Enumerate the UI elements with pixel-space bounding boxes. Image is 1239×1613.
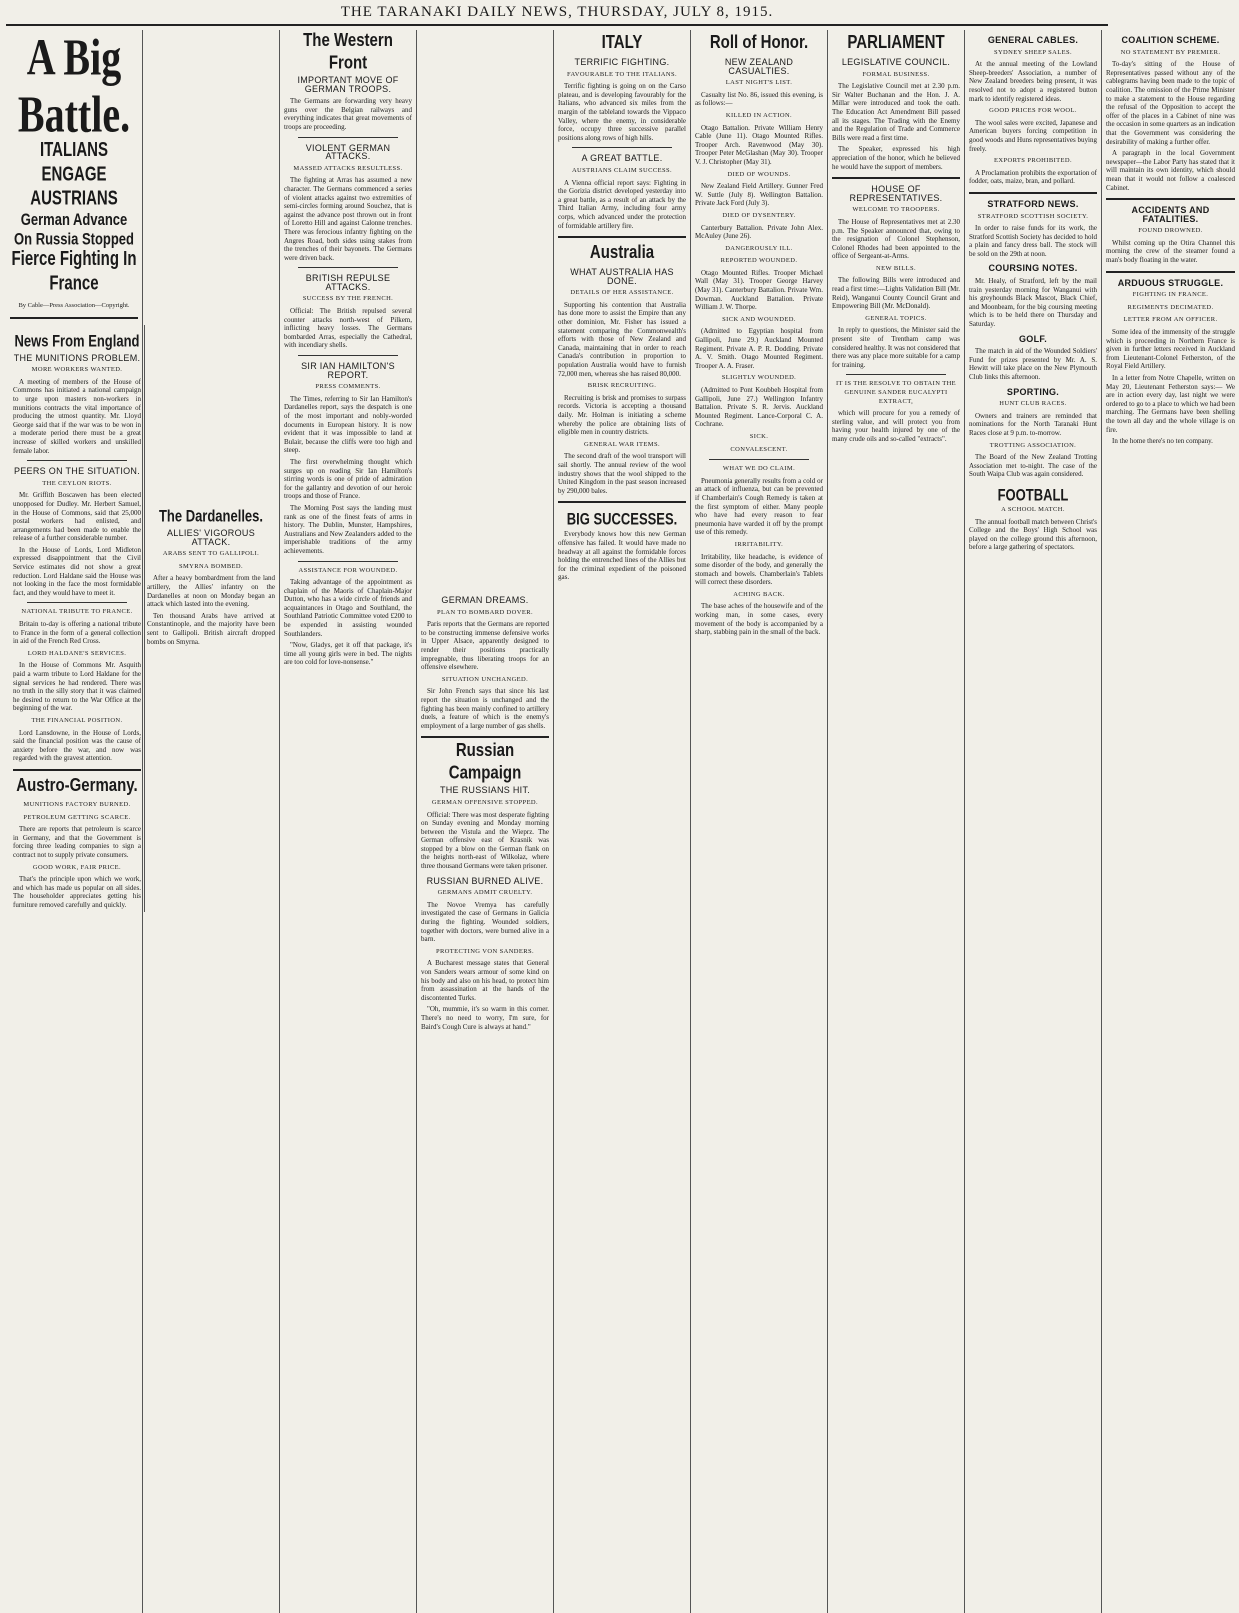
article-text: The Germans are forwarding very heavy guns over the Belgian railways and everything indicates that great movements of troops are proceeding. bbox=[284, 97, 412, 131]
subhead-good-work: GOOD WORK, FAIR PRICE. bbox=[32, 863, 122, 871]
article-text: Lord Lansdowne, in the House of Lords, said the financial position was the cause of anxiety before the war, and now was regarded with the gravest attention. bbox=[13, 728, 141, 763]
subhead-petroleum: PETROLEUM GETTING SCARCE. bbox=[23, 813, 131, 821]
article-text: Official: The British repulsed several counter attacks north-west of Pilkem, inflicting heavy losses. The Germans bombarded Arras, especially the Cathedral, with incendiary shells. bbox=[284, 307, 412, 350]
headline-roll-of-honor: Roll of Honor. bbox=[709, 31, 809, 53]
subhead-allies-attack: ALLIES' VIGOROUS ATTACK. bbox=[166, 528, 256, 547]
article-text: In the home there's no ten company. bbox=[1112, 437, 1213, 446]
article-text: A paragraph in the local Government newspaper—the Labor Party has stated that it will maintain its own identity, which should mean that it would not follow a coalesced Cabinet. bbox=[1106, 149, 1235, 192]
article-text: The match in aid of the Wounded Soldiers' Fund for prizes presented by Mr. A. S. Hewitt will take place on the New Plymouth Club links this afternoon. bbox=[969, 347, 1097, 381]
subhead-general-war: GENERAL WAR ITEMS. bbox=[584, 440, 660, 448]
subhead-situation: SITUATION UNCHANGED. bbox=[441, 675, 529, 683]
subhead-what-we-claim: WHAT WE DO CLAIM. bbox=[722, 465, 796, 473]
subhead-assistance: ASSISTANCE FOR WOUNDED. bbox=[298, 566, 398, 574]
article-text: A Bucharest message states that General von Sanders wears armour of some kind on his body and also on his head, to protect him from assassination at the hands of the discontented Turks. bbox=[421, 959, 549, 1002]
headline-coalition: COALITION SCHEME. bbox=[1121, 35, 1220, 45]
article-text: The first overwhelming thought which surges up on reading Sir Ian Hamilton's stirring words is one of pride of admiration for the gallantry and devotion of our heroic troops and those of France. bbox=[284, 457, 412, 501]
subhead-nz-casualties: NEW ZEALAND CASUALTIES. bbox=[724, 57, 794, 76]
article-text: Mr. Griffith Boscawen has been elected unopposed for Dudley. Mr. Herbert Samuel, in the House of Commons, said that 25,000 postal workers had enlisted, and arrangements had been made to enable the release of a further considerable number. bbox=[13, 491, 141, 543]
subhead-died-wounds: DIED OF WOUNDS. bbox=[727, 170, 791, 178]
article-text: The House of Representatives met at 2.30 p.m. The Speaker announced that, owing to the resignation of Colonel Stephenson, Colonel Rhodes had been appointed to the office of Sergeant-at-Arms. bbox=[832, 217, 960, 261]
article-text: In the House of Lords, Lord Midleton expressed disappointment that the Civil Service estimates did not show a great reduction. Lord Haldane said the House was not looking in the face the most formidable fact, and they would have to meet it. bbox=[13, 545, 141, 597]
subhead-factory: MUNITIONS FACTORY BURNED. bbox=[23, 800, 131, 808]
subhead-no-statement: NO STATEMENT BY PREMIER. bbox=[1120, 48, 1221, 56]
headline-sporting: SPORTING. bbox=[1006, 386, 1060, 397]
subhead-sydney-sheep: SYDNEY SHEEP SALES. bbox=[993, 48, 1073, 56]
byline: By Cable—Press Association—Copyright. bbox=[18, 302, 130, 309]
subhead-press-comments: PRESS COMMENTS. bbox=[315, 383, 381, 391]
article-text: Owners and trainers are reminded that nominations for the North Taranaki Hunt Races close at 9 p.m. to-morrow. bbox=[969, 411, 1097, 437]
article-text: "Now, Gladys, get it off that package, it's time all young girls were in bed. The nights are too cold for love-nonsense." bbox=[284, 641, 412, 667]
article-text: The wool sales were excited, Japanese and American buyers forcing competition in good woods and Huns representatives buying freely. bbox=[969, 118, 1097, 153]
subhead-what-australia: WHAT AUSTRALIA HAS DONE. bbox=[570, 267, 674, 286]
subhead-british-repulse: BRITISH REPULSE ATTACKS. bbox=[305, 273, 391, 292]
headline-big-successes: BIG SUCCESSES. bbox=[566, 509, 678, 529]
casualty-list: Otago Battalion. Private William Henry Cable (June 11). Otago Mounted Rifles. Trooper Arch. Ravenwood (May 30). Trooper Peter McGlashan (May 30). Trooper V. J. Christopher (May 31). bbox=[695, 123, 823, 166]
column-1 bbox=[6, 27, 143, 1613]
subhead-german-dreams: GERMAN DREAMS. bbox=[441, 595, 529, 605]
headline-stratford-news: STRATFORD NEWS. bbox=[987, 198, 1079, 209]
casualty-list: (Admitted to Egyptian hospital from Gallipoli, June 29.) Auckland Mounted Regiment. Private A. P. R. Dodding. Private A. V. Smith. Otago Mounted Regiment. Trooper A. A. Fraser. bbox=[695, 327, 823, 370]
article-text: That's the principle upon which we work, and which has made us popular on all sides. The householder appreciates getting his furniture removed carefully and quickly. bbox=[13, 875, 141, 909]
subhead-trotting: TROTTING ASSOCIATION. bbox=[989, 441, 1077, 449]
subhead-arabs: ARABS SENT TO GALLIPOLI. bbox=[162, 550, 260, 558]
subhead-good-prices: GOOD PRICES FOR WOOL. bbox=[989, 107, 1077, 115]
article-text: To-day's sitting of the House of Representatives passed without any of the cablegrams having been made to the topic of coalition. The omission of the Prime Minister to make a statement to the House regarding the refusal of the Opposition to accept the offer of the places in a Cabinet of nine was the occasion in some quarters as an indication that the Government was considering the desirability of making a further offer. bbox=[1106, 60, 1235, 146]
casualty-list: New Zealand Field Artillery. Gunner Fred W. Suttle (July 8). Wellington Battalion. Private Jack Ford (July 3). bbox=[695, 182, 823, 208]
article-text: Recruiting is brisk and promises to surpass records. Victoria is accepting a thousand daily. Mr. Holman is initiating a scheme whereby the police are obtaining lists of eligible men in country districts. bbox=[558, 393, 686, 437]
column-6 bbox=[691, 30, 828, 1613]
subhead-important-move: IMPORTANT MOVE OF GERMAN TROOPS. bbox=[297, 75, 399, 94]
headline-football: FOOTBALL bbox=[997, 484, 1069, 505]
masthead: THE TARANAKI DAILY NEWS, THURSDAY, JULY 8, 1915. bbox=[6, 4, 1108, 26]
article-text: The annual football match between Christ's College and the Boys' High School was played on the college ground this afternoon, before a large gathering of spectators. bbox=[969, 517, 1097, 552]
article-text: The following Bills were introduced and read a first time:—Lights Validation Bill (Mr. Reid), Wanganui County Council Grant and Empowering Bill (Mr. McDonald). bbox=[832, 276, 960, 311]
article-text: The second draft of the wool transport will sail shortly. The annual review of the wool industry shows that the wool shipped to the United Kingdom in the past season increased by 290,000 bales. bbox=[558, 452, 686, 495]
casualty-list: (Admitted to Pont Koubbeh Hospital from Gallipoli, June 27.) Wellington Infantry Battalion. Private S. R. Jervis. Auckland Mounted Regiment. Lance-Corporal C. A. Cochrane. bbox=[695, 386, 823, 429]
headline-parliament: PARLIAMENT bbox=[847, 31, 945, 53]
subhead-regiments: REGIMENTS DECIMATED. bbox=[1127, 303, 1214, 311]
article-text: A Vienna official report says: Fighting in the Gorizia district developed yesterday into a great battle, as a result of an attack by the Third Italian Army, including four army corps, which advanced under the protection of formidable artillery fire. bbox=[558, 178, 686, 230]
headline-russian-campaign: Russian Campaign bbox=[448, 739, 522, 784]
subhead-reported-wounded: REPORTED WOUNDED. bbox=[720, 257, 798, 265]
article-text: Britain to-day is offering a national tribute to France in the form of a general collection in aid of the French Red Cross. bbox=[13, 620, 141, 646]
subhead-found-drowned: FOUND DROWNED. bbox=[1138, 227, 1203, 235]
subhead-details: DETAILS OF HER ASSISTANCE. bbox=[570, 289, 674, 297]
article-text: In the House of Commons Mr. Asquith paid a warm tribute to Lord Haldane for the signal services he had rendered. There was no truth in the silly story that it was claimed he desired to return to the War Office at the beginning of the war. bbox=[13, 661, 141, 713]
subhead-violent-attacks: VIOLENT GERMAN ATTACKS. bbox=[305, 142, 391, 162]
headline-general-cables: GENERAL CABLES. bbox=[987, 35, 1079, 45]
article-text: Sir John French says that since his last report the situation is unchanged and the fighting has been mainly confined to artillery duels, a feature of which is the enemy's employment of a large number of gas shells. bbox=[421, 687, 549, 730]
subhead-sick-wounded: SICK AND WOUNDED. bbox=[722, 315, 796, 323]
column-8 bbox=[965, 30, 1102, 1613]
subhead-general-topics: GENERAL TOPICS. bbox=[865, 314, 927, 322]
subhead-aching-back: ACHING BACK. bbox=[733, 590, 785, 598]
article-text: The Board of the New Zealand Trotting Association met to-night. The case of the South Waipa Club was again considered. bbox=[969, 453, 1097, 479]
subhead-irritability: IRRITABILITY. bbox=[734, 540, 784, 548]
advert-text: which will procure for you a remedy of sterling value, and will protect you from having your health injured by one of the many crude oils and so-called "extracts". bbox=[832, 409, 960, 443]
casualty-list: Otago Mounted Rifles. Trooper Michael Wall (May 31). Trooper George Harvey (May 31). Canterbury Battalion. Private Wm. Dowman. Auckland Battalion. Private William J. W. Thorpe. bbox=[695, 268, 823, 312]
subhead-haldane: LORD HALDANE'S SERVICES. bbox=[27, 649, 127, 657]
column-4 bbox=[417, 30, 554, 1613]
subhead-sir-ian: SIR IAN HAMILTON'S REPORT. bbox=[301, 361, 395, 380]
article-text: At the annual meeting of the Lowland Sheep-breeders' Association, a number of New Zealand breeders being present, it was resolved not to adopt a registered button mark to identify registered ideas. bbox=[969, 60, 1097, 103]
subhead-austrians-claim: AUSTRIANS CLAIM SUCCESS. bbox=[571, 166, 673, 174]
article-text: Terrific fighting is going on on the Carso plateau, and is developing favourably for the Italians, who advanced six miles from the margin of the tableland towards the Vippaco Valley, where the enemy, in considerable force, occupy three successive parallel positions along rows of high hills. bbox=[558, 82, 686, 142]
headline-dardanelles: The Dardanelles. bbox=[158, 505, 264, 526]
subhead-plan-dover: PLAN TO BOMBARD DOVER. bbox=[437, 608, 533, 616]
subhead-fighting-france: FIGHTING IN FRANCE. bbox=[1132, 291, 1209, 299]
subhead-dysentery: DIED OF DYSENTERY. bbox=[722, 211, 796, 219]
subhead-ceylon: THE CEYLON RIOTS. bbox=[42, 479, 112, 487]
subhead-great-battle: A GREAT BATTLE. bbox=[581, 153, 663, 164]
casualty-list: Canterbury Battalion. Private John Alex. McAuley (June 26). bbox=[695, 223, 823, 241]
article-text: The Legislative Council met at 2.30 p.m. Sir Walter Buchanan and the Hon. J. A. Millar were introduced and took the oath. The Education Act Amendment Bill passed all its stages. The Trading with the Enemy and the Regulation of Trade and Commerce Bills were read a first time. bbox=[832, 82, 960, 142]
article-text: After a heavy bombardment from the land artillery, the Allies' infantry on the Dardanelles at noon on Monday began an attack which lasted into the evening. bbox=[147, 574, 275, 609]
article-text: Paris reports that the Germans are reported to be constructing immense defensive works in Upper Alsace, apparently designed to render their positions practically impregnable, thus liberating troops for an offensive elsewhere. bbox=[421, 620, 549, 672]
subhead-slightly-wounded: SLIGHTLY WOUNDED. bbox=[721, 374, 797, 382]
subhead-success-french: SUCCESS BY THE FRENCH. bbox=[302, 295, 394, 303]
article-text: In a letter from Notre Chapelle, written on May 20, Lieutenant Fetherston says:— We are in action every day, last night we were ordered to go to a place to which we had been marching. The Germans have been shelling the town all day and the whole village is on fire. bbox=[1106, 374, 1235, 434]
article-text: Taking advantage of the appointment as chaplain of the Maoris of Chaplain-Major Dutton, who has a wide circle of friends and acquaintances in Otago and Southland, the Southland Patriotic Committee voted £200 to be expended in assisting wounded Southlanders. bbox=[284, 578, 412, 638]
subhead-exports: EXPORTS PROHIBITED. bbox=[994, 157, 1072, 165]
subhead-smyrna: SMYRNA BOMBED. bbox=[178, 562, 244, 570]
article-text: There are reports that petroleum is scarce in Germany, and that the Government is forcing three leading companies to sign a contract not to supply private consumers. bbox=[13, 825, 141, 859]
headline-arduous-struggle: ARDUOUS STRUGGLE. bbox=[1117, 277, 1224, 288]
subhead-letter: LETTER FROM AN OFFICER. bbox=[1123, 316, 1218, 324]
subhead-more-workers: MORE WORKERS WANTED. bbox=[31, 366, 123, 374]
article-text: The Novoe Vremya has carefully investigated the case of Germans in Galicia during the fighting. Wounded soldiers, together with doctors, were burned alive in a barn. bbox=[421, 900, 549, 944]
subhead-massed-attacks: MASSED ATTACKS RESULTLESS. bbox=[293, 164, 403, 172]
headline-news-from-england: News From England bbox=[14, 330, 140, 350]
article-text: In order to raise funds for its work, the Stratford Scottish Society has decided to hold a plain and fancy dress ball. The stock will be sold on the 29th at noon. bbox=[969, 224, 1097, 258]
article-text: Official: There was most desperate fighting on Sunday evening and Monday morning between the Vistula and the Wieprz. The German offensive east of Krasnik was stopped by a blow on the German flank on the heights north-east of Wilkolaz, where three thousand Germans were taken prisoner. bbox=[421, 810, 549, 871]
subhead-terrific: TERRIFIC FIGHTING. bbox=[574, 57, 670, 67]
subhead-burned-alive: RUSSIAN BURNED ALIVE. bbox=[426, 875, 544, 886]
subhead-russians-hit: THE RUSSIANS HIT. bbox=[439, 785, 531, 796]
subhead-national-tribute: NATIONAL TRIBUTE TO FRANCE. bbox=[21, 608, 133, 616]
subhead-protecting: PROTECTING VON SANDERS. bbox=[435, 947, 535, 955]
headline-fierce-fighting: Fierce Fighting In France bbox=[11, 247, 137, 295]
subhead-hunt-club: HUNT CLUB RACES. bbox=[999, 400, 1067, 408]
subhead-sick: SICK. bbox=[749, 432, 769, 440]
headline-italians-engage: ITALIANS ENGAGE AUSTRIANS bbox=[30, 138, 118, 211]
subhead-school-match: A SCHOOL MATCH. bbox=[1001, 505, 1065, 513]
advert-text: The base aches of the housewife and of the working man, in some cases, every movement of the body is accompanied by a sharp, stabbing pain in the small of the back. bbox=[695, 602, 823, 637]
subhead-scottish-society: STRATFORD SCOTTISH SOCIETY. bbox=[977, 212, 1089, 220]
subhead-munitions: THE MUNITIONS PROBLEM. bbox=[13, 352, 141, 363]
article-text: In reply to questions, the Minister said the present site of Trentham camp was considered healthy. It was not considered that there was any place more suitable for a camp for training. bbox=[832, 326, 960, 369]
subhead-genuine: IT IS THE RESOLVE TO OBTAIN THE GENUINE SANDER EUCALYPTI EXTRACT, bbox=[835, 380, 957, 405]
headline-austro-germany: Austro-Germany. bbox=[16, 774, 138, 796]
article-text: "Oh, mummie, it's so warm in this corner. There's no need to worry, I'm sure, for Baird's Cough Cure is always at hand." bbox=[421, 1005, 549, 1031]
subhead-formal: FORMAL BUSINESS. bbox=[862, 70, 930, 78]
article-text: The fighting at Arras has assumed a new character. The Germans commenced a series of violent attacks against two extremities of semi-circles forming around Souchez, that is against the advance post thrown out in front of Loretto Hill and against Calonne trenches. There was ferocious infantry fighting on the Angres Road, both sides using stakes from the trenches of their bayonets. The Germans were driven back. bbox=[284, 176, 412, 262]
article-text: The Times, referring to Sir Ian Hamilton's Dardanelles report, says the despatch is one of the most important and nobly-worded documents in European history. It is now evident that it was impossible to land at Bulair, because the cliffs were too high and steep. bbox=[284, 394, 412, 455]
advert-text: Pneumonia generally results from a cold or an attack of influenza, but can be prevented if Chamberlain's Cough Remedy is taken at the first symptom of either. Many people who have had every reason to fear pneumonia have warded it off by the prompt use of this remedy. bbox=[695, 476, 823, 537]
article-text: Some idea of the immensity of the struggle which is proceeding in Northern France is given in further letters received in Auckland from Lieutenant-Colonel Fetherston, of the Royal Field Artillery. bbox=[1106, 328, 1235, 371]
subhead-dangerously-ill: DANGEROUSLY ILL. bbox=[725, 244, 793, 252]
headline-western-front: The Western Front bbox=[303, 29, 393, 74]
subhead-offensive-stopped: GERMAN OFFENSIVE STOPPED. bbox=[431, 798, 539, 806]
headline-coursing: COURSING NOTES. bbox=[988, 263, 1078, 274]
subhead-admit-cruelty: GERMANS ADMIT CRUELTY. bbox=[437, 889, 533, 897]
column-5 bbox=[554, 30, 691, 1613]
article-text: A meeting of members of the House of Commons has initiated a national campaign to urge upon masters non-workers in munitions contracts the vital importance of producing the utmost quantity. Mr. Lloyd George said that if the war was to be won in a moderate period there must be a great increase of skilled workers and unskilled female labor. bbox=[13, 377, 141, 455]
headline-golf: GOLF. bbox=[1019, 333, 1047, 344]
column-7 bbox=[828, 30, 965, 1613]
article-text: The Speaker, expressed his high appreciation of the honor, which he believed he would have the support of members. bbox=[832, 145, 960, 171]
column-9 bbox=[1102, 30, 1239, 1613]
column-3 bbox=[280, 30, 417, 1613]
article-text: A Proclamation prohibits the exportation of fodder, oats, maize, bran, and pollard. bbox=[969, 168, 1097, 186]
subhead-favourable: FAVOURABLE TO THE ITALIANS. bbox=[566, 70, 678, 78]
article-text: Supporting his contention that Australia has done more to assist the Empire than any other dominion, Mr. Fisher has issued a statement comparing the Commonwealth's efforts with those of New Zealand and Canada, maintaining that in order to reach Canada's contribution in proportion to population Australia would have to furnish 72,000 men, whereas she has raised 80,000. bbox=[558, 300, 686, 378]
subhead-convalescent: CONVALESCENT. bbox=[730, 445, 788, 453]
article-text: Casualty list No. 86, issued this evening, is as follows:— bbox=[695, 90, 823, 108]
article-text: Everybody knows how this new German offensive has failed. It would have made no headway at all against the formidable forces holding the entrenched lines of the Allies but for the criminal expedient of the poisoned gas. bbox=[558, 530, 686, 582]
article-text: Mr. Healy, of Stratford, left by the mail train yesterday morning for Wanganui with his greyhounds Black Mascot, Black Chief, and Moonbeam, for the big coursing meeting which is to be held there on Thursday and Saturday. bbox=[969, 277, 1097, 329]
subhead-brisk: BRISK RECRUITING. bbox=[587, 382, 657, 390]
headline-italy: ITALY bbox=[601, 31, 643, 53]
subhead-peers: PEERS ON THE SITUATION. bbox=[13, 466, 141, 477]
subhead-last-night: LAST NIGHT'S LIST. bbox=[725, 79, 793, 87]
subhead-house-reps: HOUSE OF REPRESENTATIVES. bbox=[849, 184, 943, 203]
headline-australia: Australia bbox=[589, 241, 655, 264]
headline-accidents: ACCIDENTS AND FATALITIES. bbox=[1131, 205, 1210, 224]
article-text: Ten thousand Arabs have arrived at Constantinople, and the majority have been sent to Gallipoli. British aircraft dropped bombs on Smyrna. bbox=[147, 611, 275, 646]
column-2 bbox=[143, 30, 280, 1613]
article-text: The Morning Post says the landing must rank as one of the finest feats of arms in history. The Dublin, Munster, Hampshires, Australians and New Zealanders added to the imperishable traditions of the army achievements. bbox=[284, 503, 412, 555]
subhead-killed: KILLED IN ACTION. bbox=[725, 111, 793, 119]
article-text: Whilst coming up the Otira Channel this morning the crew of the steamer found a man's body floating in the water. bbox=[1106, 238, 1235, 265]
subhead-welcome: WELCOME TO TROOPERS. bbox=[852, 206, 940, 214]
headline-german-advance: German Advance On Russia Stopped bbox=[14, 209, 134, 249]
columns bbox=[6, 27, 1235, 1613]
subhead-financial: THE FINANCIAL POSITION. bbox=[31, 716, 123, 724]
split-section bbox=[10, 325, 141, 913]
subhead-new-bills: NEW BILLS. bbox=[876, 264, 916, 272]
advert-text: Irritability, like headache, is evidence of some disorder of the body, and generally the stomach and bowels. Chamberlain's Tablets will correct these disorders. bbox=[695, 552, 823, 587]
headline-big-battle: A Big Battle. bbox=[17, 27, 131, 144]
subhead-legislative: LEGISLATIVE COUNCIL. bbox=[841, 57, 951, 67]
